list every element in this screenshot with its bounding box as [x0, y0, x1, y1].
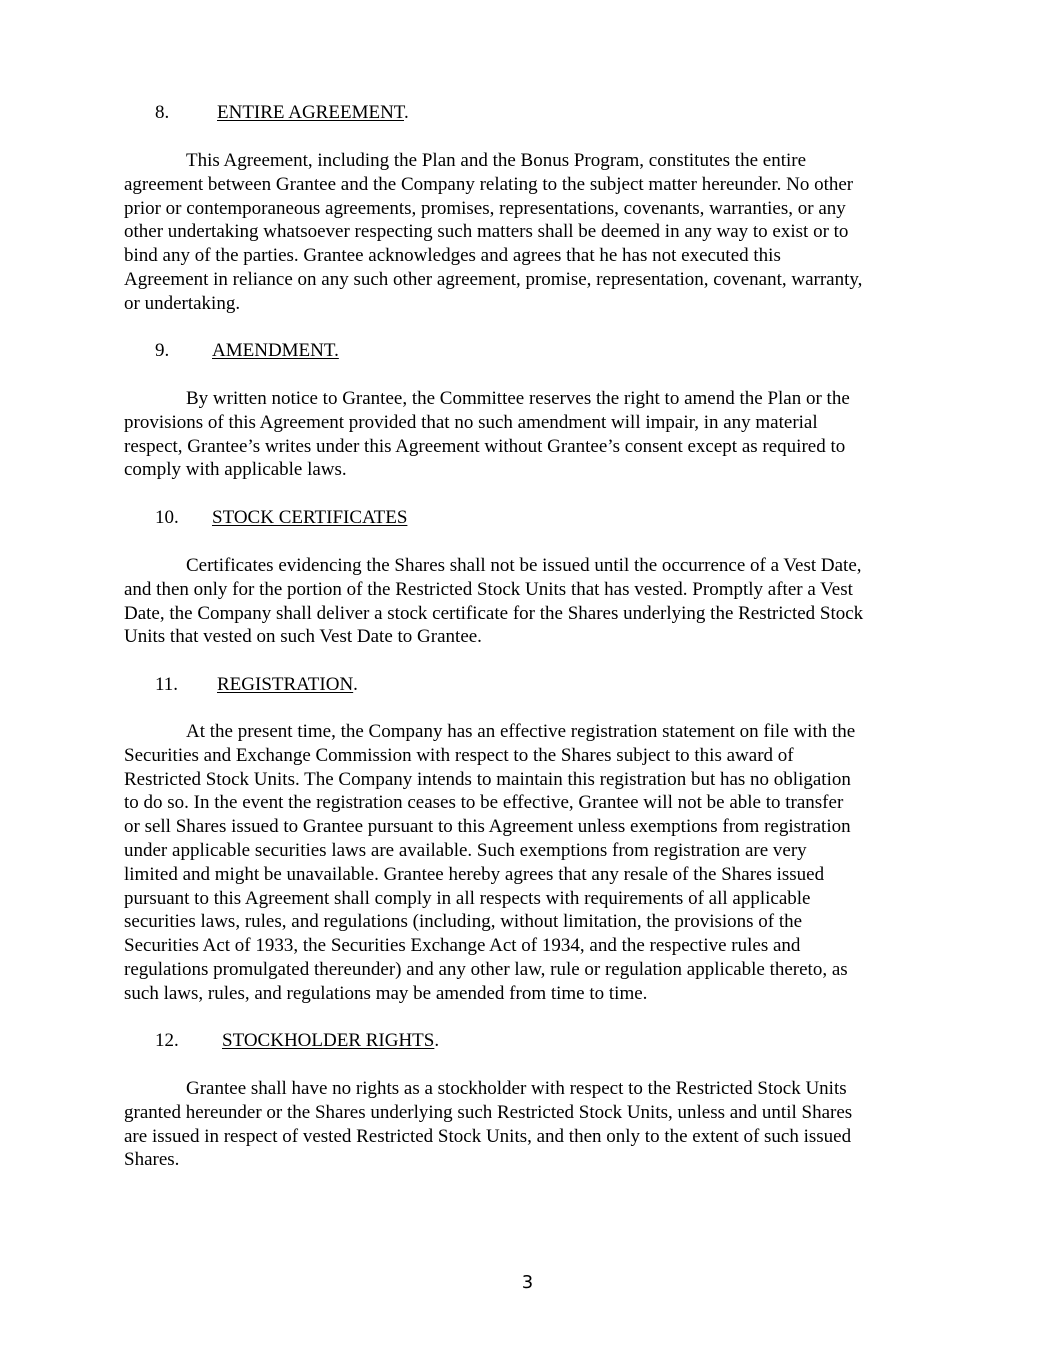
text-line: granted hereunder or the Shares underlying such Restricted Stock Units, unless and until Shares — [124, 1101, 853, 1123]
section-heading-8 — [155, 101, 409, 125]
section-body-12 — [124, 1077, 932, 1172]
section-title: ENTIRE AGREEMENT. — [217, 102, 409, 123]
text-line: comply with applicable laws. — [124, 459, 347, 481]
text-line: and then only for the portion of the Restricted Stock Units that has vested. Promptly after a Vest — [124, 578, 853, 600]
section-heading-10 — [155, 506, 408, 530]
text-line: agreement between Grantee and the Company relating to the subject matter hereunder. No other — [124, 173, 854, 195]
section-body-8 — [124, 149, 932, 316]
text-line: under applicable securities laws are available. Such exemptions from registration are very — [124, 839, 807, 861]
text-line: are issued in respect of vested Restricted Stock Units, and then only to the extent of such issued — [124, 1125, 852, 1147]
text-line: This Agreement, including the Plan and the Bonus Program, constitutes the entire — [186, 150, 807, 171]
section-title: AMENDMENT. — [212, 340, 339, 361]
text-line: limited and might be unavailable. Grantee hereby agrees that any resale of the Shares issued — [124, 863, 825, 885]
text-line: or undertaking. — [124, 292, 241, 314]
section-body-9 — [124, 387, 932, 482]
text-line: Securities and Exchange Commission with respect to the Shares subject to this award of — [124, 744, 794, 766]
section-title: STOCK CERTIFICATES — [212, 507, 408, 528]
text-line: such laws, rules, and regulations may be amended from time to time. — [124, 982, 648, 1004]
text-line: respect, Grantee’s writes under this Agreement without Grantee’s consent except as required to — [124, 435, 846, 457]
text-line: Date, the Company shall deliver a stock certificate for the Shares underlying the Restricted Stock — [124, 602, 864, 624]
section-heading-9 — [155, 339, 339, 363]
section-number: 9. — [155, 340, 170, 361]
section-heading-12 — [155, 1029, 440, 1053]
section-number: 8. — [155, 102, 170, 123]
text-line: Grantee shall have no rights as a stockholder with respect to the Restricted Stock Units — [186, 1078, 847, 1099]
text-line: Agreement in reliance on any such other agreement, promise, representation, covenant, warranty, — [124, 268, 863, 290]
text-line: By written notice to Grantee, the Committee reserves the right to amend the Plan or the — [186, 388, 850, 409]
section-heading-11 — [155, 673, 358, 697]
text-line: Restricted Stock Units. The Company intends to maintain this registration but has no obligation — [124, 768, 851, 790]
section-number: 10. — [155, 507, 179, 528]
text-line: Securities Act of 1933, the Securities Exchange Act of 1934, and the respective rules and — [124, 935, 801, 957]
text-line: regulations promulgated thereunder) and any other law, rule or regulation applicable thereto, as — [124, 958, 848, 980]
text-line: prior or contemporaneous agreements, promises, representations, covenants, warranties, or any — [124, 197, 846, 219]
page-number: 3 — [521, 1272, 534, 1293]
text-line: securities laws, rules, and regulations (including, without limitation, the provisions of the — [124, 911, 803, 933]
section-title: STOCKHOLDER RIGHTS. — [222, 1030, 440, 1051]
text-line: other undertaking whatsoever respecting such matters shall be deemed in any way to exist or to — [124, 221, 849, 243]
text-line: or sell Shares issued to Grantee pursuant to this Agreement unless exemptions from registration — [124, 816, 851, 838]
text-line: Units that vested on such Vest Date to Grantee. — [124, 626, 482, 648]
text-line: Certificates evidencing the Shares shall not be issued until the occurrence of a Vest Date, — [186, 555, 862, 576]
section-body-11 — [124, 720, 932, 1006]
text-line: Shares. — [124, 1149, 180, 1171]
text-line: pursuant to this Agreement shall comply in all respects with requirements of all applicable — [124, 887, 811, 909]
text-line: At the present time, the Company has an effective registration statement on file with the — [186, 721, 856, 742]
section-title: REGISTRATION. — [217, 674, 358, 695]
text-line: provisions of this Agreement provided that no such amendment will impair, in any material — [124, 411, 818, 433]
text-line: to do so. In the event the registration ceases to be effective, Grantee will not be able to transfer — [124, 792, 844, 814]
section-number: 11. — [155, 674, 179, 695]
section-body-10 — [124, 554, 932, 649]
section-number: 12. — [155, 1030, 179, 1051]
text-line: bind any of the parties. Grantee acknowledges and agrees that he has not executed this — [124, 245, 781, 267]
